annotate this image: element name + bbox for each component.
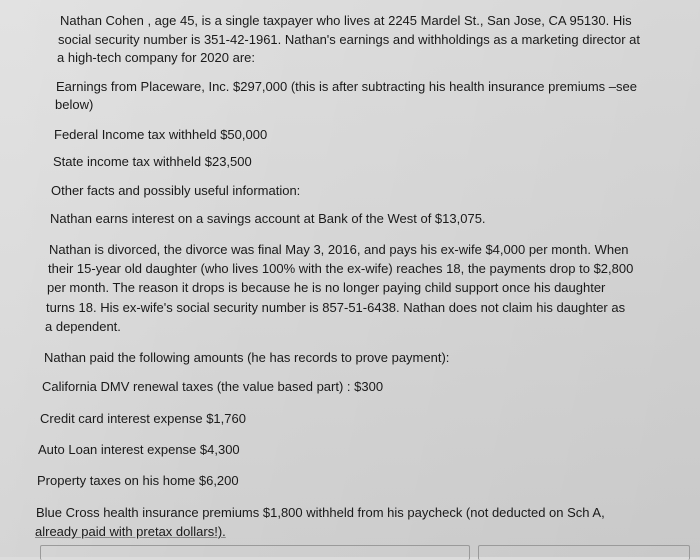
blue-cross-line-2: already paid with pretax dollars!). (35, 524, 226, 539)
earnings-line-2: below) (55, 97, 94, 112)
expense-credit-card: Credit card interest expense $1,760 (40, 411, 246, 426)
divorce-line-4: turns 18. His ex-wife's social security number is 857-51-6438. Nathan does not claim his daughter as (46, 300, 626, 315)
federal-withheld: Federal Income tax withheld $50,000 (54, 127, 268, 142)
intro-line-2: social security number is 351-42-1961. Nathan's earnings and withholdings as a marketing director at (58, 32, 641, 47)
intro-line-3: a high-tech company for 2020 are: (57, 50, 256, 65)
blue-cross-line-1: Blue Cross health insurance premiums $1,800 withheld from his paycheck (not deducted on Sch A, (36, 505, 605, 520)
divorce-line-2: their 15-year old daughter (who lives 100% with the ex-wife) reaches 18, the payments drop to $2,800 (48, 261, 634, 276)
divorce-line-1: Nathan is divorced, the divorce was final May 3, 2016, and pays his ex-wife $4,000 per month. When (49, 242, 629, 257)
state-withheld: State income tax withheld $23,500 (53, 154, 252, 169)
divorce-line-5: a dependent. (45, 319, 121, 334)
divorce-line-3: per month. The reason it drops is because he is no longer paying child support once his daughter (47, 280, 606, 295)
bottom-frame-right (478, 545, 690, 560)
paid-heading: Nathan paid the following amounts (he has records to prove payment): (44, 350, 450, 365)
expense-dmv: California DMV renewal taxes (the value based part) : $300 (42, 379, 384, 394)
bottom-frame-left (40, 545, 470, 560)
earnings-line-1: Earnings from Placeware, Inc. $297,000 (this is after subtracting his health insurance premiums –see (56, 79, 637, 94)
expense-auto-loan: Auto Loan interest expense $4,300 (38, 442, 240, 457)
expense-property-tax: Property taxes on his home $6,200 (37, 473, 239, 488)
other-facts-heading: Other facts and possibly useful information: (51, 183, 301, 198)
intro-line-1: Nathan Cohen , age 45, is a single taxpayer who lives at 2245 Mardel St., San Jose, CA 95130. His (60, 13, 632, 28)
interest-info: Nathan earns interest on a savings account at Bank of the West of $13,075. (50, 211, 486, 226)
